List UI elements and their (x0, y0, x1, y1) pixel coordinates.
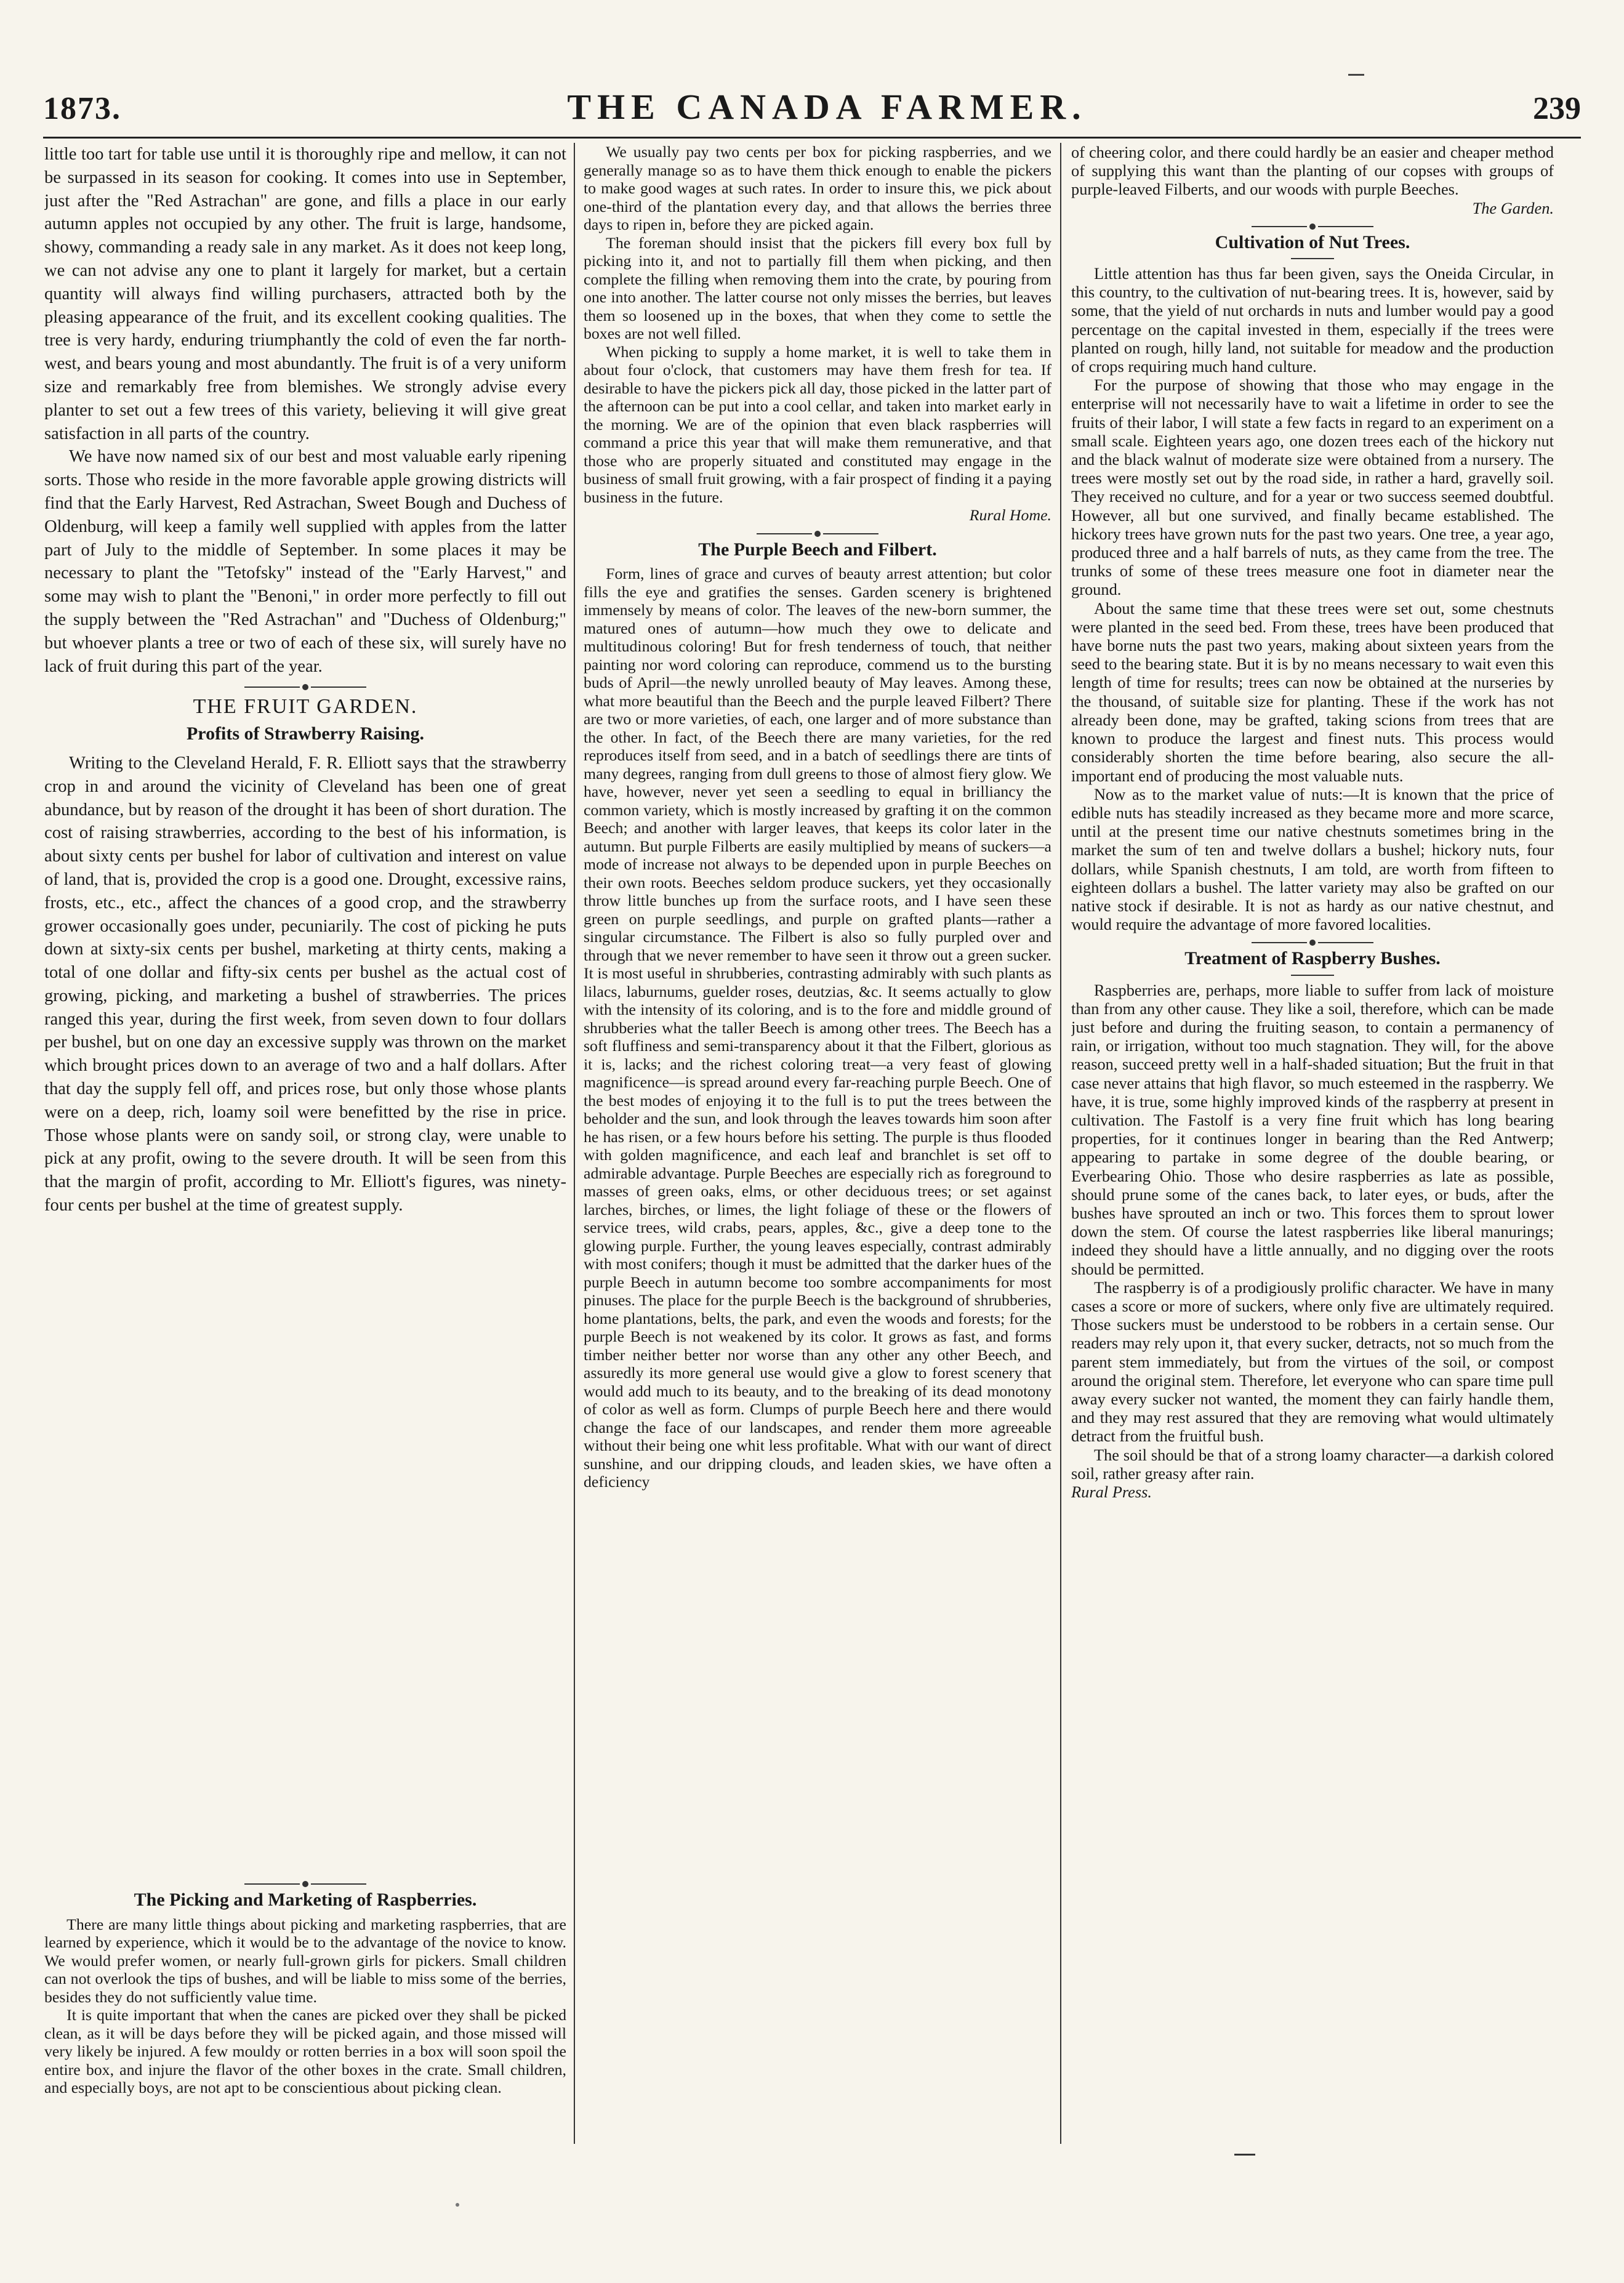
paragraph: It is quite important that when the canes are picked over they shall be picked clean, as it will be days before they will be picked again, and those missed will very likely be injured. A few mouldy or rotten berries in a box will soon spoil the entire box, and injure the flavor of the other boxes in the crate. Small children, and especially boys, are not apt to be conscientious about picking clean. (44, 2006, 566, 2096)
title-rule (1291, 975, 1334, 976)
end-rule (1234, 2154, 1255, 2156)
column-rule-1 (574, 143, 575, 2144)
section-divider (1071, 940, 1554, 946)
paragraph: The raspberry is of a prodigiously prolific character. We have in many cases a score or more of suckers, where only five are ultimately required. Those suckers must be understood to be robbers in a certain sense. Our readers may rely upon it, that every sucker, detracts, not so much from the parent stem immediately, but from the virtues of the soil, or compost around the original stem. Therefore, let everyone who can spare time pull away every sucker not wanted, the moment they can fairly handle them, and they may rest assured that they are removing what would ultimately detract from the fruitful bush. (1071, 1278, 1554, 1446)
article-title: Profits of Strawberry Raising. (186, 723, 425, 744)
header-rule (43, 137, 1581, 139)
section-divider (1071, 223, 1554, 230)
source-signature: The Garden. (1472, 198, 1554, 217)
section-divider (44, 1881, 566, 1887)
section-divider (44, 684, 566, 690)
column-rule-2 (1060, 143, 1061, 2144)
column-3 (1071, 143, 1554, 2144)
paragraph: Little attention has thus far been given, says the Oneida Circular, in this country, to the cultivation of nut-bearing trees. It is, however, said by some, that the yield of nut orchards in nuts and lumber would pay a good percentage on the capital invested in them, especially if the trees were planted on rough, hilly land, not suitable for meadow and the production of crops requiring much hand culture. (1071, 264, 1554, 376)
paragraph: The foreman should insist that the pickers fill every box full by picking into it, and not to partially fill them when picking, and then complete the filling when removing them into the crate, by pouring from one into another. The latter course not only misses the berries, but leaves them so loosened up in the boxes, that when they come to settle the boxes are not well filled. (584, 233, 1051, 342)
column-1-lower (44, 1875, 566, 2146)
header-mark (1348, 74, 1364, 79)
paragraph: The soil should be that of a strong loamy character—a darkish colored soil, rather greasy after rain. (1071, 1445, 1554, 1483)
ink-speck (456, 2203, 459, 2207)
article-title: The Purple Beech and Filbert. (698, 539, 937, 560)
paragraph: About the same time that these trees were set out, some chestnuts were planted in the seed bed. From these, trees have been produced that have borne nuts the past two years, making about sixteen years from the seed to the bearing state. But it is by no means necessary to wait even this length of time for results; trees can now be obtained at the nurseries by the thousand, of suitable size for planting. These if the work has not already been done, may be grafted, taking scions from trees that are known to produce the largest and finest nuts. This process would considerably shorten the time before bearing, also secure the all-important end of producing the most valuable nuts. (1071, 598, 1554, 785)
article-title: Cultivation of Nut Trees. (1215, 232, 1410, 252)
paragraph: Raspberries are, perhaps, more liable to suffer from lack of moisture than from any other cause. They like a soil, therefore, which can be made just before and during the fruiting season, to contain a permanency of rain, or irrigation, without too much stagnation. They will, for the above reason, succeed pretty well in a half-shaded situation; But the fruit in that case never attains that high flavor, so much esteemed in the raspberry. We have, it is true, some highly improved kinds of the raspberry at present in cultivation. The Fastolf is a very fine fruit which has long bearing properties, for it continues longer in bearing than the Red Antwerp; appearing to partake in some degree of the double bearing, or Everbearing Ohio. Those who desire raspberries as late as possible, should prune some of the canes back, to later eyes, or buds, after the bushes have sprouted an inch or two. This forces them to sprout lower down the stem. Of course the latest raspberries like liberal manurings; indeed they should have a little annually, and no digging over the roots should be permitted. (1071, 980, 1554, 1278)
masthead-title: THE CANADA FARMER. (567, 87, 1087, 127)
paragraph: There are many little things about picking and marketing raspberries, that are learned by experience, which it would be to the advantage of the novice to know. We would prefer women, or nearly full-grown girls for pickers. Small children can not overlook the tips of bushes, and will be liable to miss some of the berries, besides they do not sufficiently value time. (44, 1915, 566, 2006)
source-signature: Rural Press. (1071, 1483, 1152, 1502)
running-head (43, 86, 1581, 129)
paragraph: Form, lines of grace and curves of beauty arrest attention; but color fills the eye and gratifies the senses. Garden scenery is brightened immensely by means of color. The leaves of the new-born summer, the matured ones of autumn—how much they owe to delicate and multitudinous coloring! But for fresh tenderness of touch, that neither painting nor word coloring can reproduce, commend us to the bursting buds of April—the newly unrolled beauty of May leaves. Among these, what more beautiful than the Beech and the purple leaved Filbert? There are two or more varieties, of each, one larger and of more substance than the other. In fact, of the Beech there are many varieties, for the red reproduces itself from seed, and in a batch of seedlings there are tints of many degrees, ranging from dull greens to those of almost fiery glow. We have, however, never yet seen a seedling to equal in brilliancy the common variety, which is mostly increased by grafting it on the common Beech; and another with larger leaves, that keeps its color later in the autumn. But purple Filberts are easily multiplied by means of suckers—a mode of increase not always to be depended upon in purple Beeches on their own roots. Beeches seldom produce suckers, yet they occasionally throw little bunches up from the surface roots, and I have seen these green on purple seedlings, and purple on grafted plants—rather a singular circumstance. The Filbert is also so fully purpled over and through that we never remember to have seen it throw out a green sucker. It is most useful in shrubberies, contrasting admirably with such plants as lilacs, laburnums, guelder roses, deutzias, &c. It seems actually to glow with the intensity of its coloring, and is to the fore and middle ground of shrubberies what the taller Beech is among other trees. The Beech has a soft fluffiness and semi-transparency about it that the Filbert, glorious as it is, lacks; and the richest coloring treat—a very feast of glowing magnificence—is spread around every far-reaching purple Beech. One of the best modes of enjoying it to the full is to put the trees between the beholder and the sun, and look through the leaves towards him soon after he has risen, or a few hours before his setting. The purple is thus flooded with golden magnificence, and each leaf and branchlet is set off to admirable advantage. Purple Beeches are especially rich as foreground to masses of green oaks, elms, or other deciduous trees; or set against larches, birches, or limes, the light foliage of these or the flowers of service trees, wild crabs, pears, apples, &c., give a deep tone to the glowing purple. Further, the young leaves especially, contrast admirably with most conifers; though it must be admitted that the darker hues of the purple Beech in autumn become too sombre accompaniments for most pinuses. The place for the purple Beech is the background of shrubberies, home plantations, belts, the park, and even the woods and forests; for the purple Beech is not weakened by its color. It grows as fast, and forms timber neither better nor worse than any other any other Beech, and assuredly its more general use would give a glow to forest scenery that would add much to its beauty, and to the breaking of its dead monotony of color as well as form. Clumps of purple Beech here and there would change the face of our landscapes, and render them more agreeable without their being one whit less profitable. What with our want of direct sunshine, and our dripping clouds, and leaden skies, we have often a deficiency (584, 565, 1051, 1491)
paragraph: Writing to the Cleveland Herald, F. R. Elliott says that the strawberry crop in and around the vicinity of Cleveland has been one of great abundance, but by reason of the drought it has been of short duration. The cost of raising strawberries, according to the best of his information, is about sixty cents per bushel for labor of cultivation and interest on value of land, that is, provided the crop is a good one. Drought, excessive rains, frosts, etc., etc., affect the chances of a good crop, and the strawberry grower occasionally goes under, pecuniarily. The cost of picking he puts down at sixty-six cents per bushel, marketing at thirty cents, making a total of one dollar and fifty-six cents per bushel as the actual cost of growing, picking, and marketing a bushel of strawberries. The prices ranged this year, during the first week, from seven down to four dollars per bushel, but on one day an excessive supply was thrown on the market which brought prices down to an average of two and a half dollars. After that day the supply fell off, and prices rose, but only those whose plants were on a deep, rich, loamy soil were benefitted by the rise in price. Those whose plants were on sandy soil, or strong clay, were unable to pick at any profit, owing to the severe drouth. It will be seen from this that the margin of profit, according to Mr. Elliott's figures, was ninety-four cents per bushel at the time of greatest supply. (44, 753, 566, 1215)
column-2 (584, 143, 1051, 2144)
paragraph: Now as to the market value of nuts:—It is known that the price of edible nuts has steadily increased as they became more and more scarce, until at the present time our native chestnuts sometimes bring in the market the sum of ten and twelve dollars a bushel; hickory nuts, four dollars, while Spanish chestnuts, I am told, are worth from fifteen to eighteen dollars a bushel. The latter variety may also be grafted on our native stock if desirable. It is not as hardy as our native chestnut, and would require the advantage of more favored localities. (1071, 784, 1554, 934)
paragraph: We have now named six of our best and most valuable early ripening sorts. Those who reside in the more favorable apple growing districts will find that the Early Harvest, Red Astrachan, Sweet Bough and Duchess of Oldenburg, will keep a family well supplied with apples from the latter part of July to the middle of September. In some places it may be necessary to plant the "Tetofsky" instead of the "Early Harvest," and some may wish to plant the "Benoni," in order more perfectly to fill out the supply between the "Red Astrachan" and "Duchess of Oldenburg;" but whoever plants a tree or two of each of these six, will surely have no lack of fruit during this part of the year. (44, 447, 566, 676)
paragraph: When picking to supply a home market, it is well to take them in about four o'clock, that customers may have them fresh for tea. If desirable to have the pickers pick all day, those picked in the latter part of the afternoon can be put into a cool cellar, and taken into market early in the morning. We are of the opinion that even black raspberries will command a price this year that will make them remunerative, and that those who are properly situated and constituted may engage in the business of small fruit growing, with a fair prospect of finding it a paying business in the future. (584, 342, 1051, 506)
source-signature: Rural Home. (969, 506, 1051, 524)
paragraph: of cheering color, and there could hardly be an easier and cheaper method of supplying this want than the planting of our copses with groups of purple-leaved Filberts, and our woods with purple Beeches. (1071, 143, 1554, 199)
title-rule (1291, 258, 1334, 259)
paragraph: For the purpose of showing that those who may engage in the enterprise will not necessarily have to wait a lifetime in order to see the fruits of their labor, I will state a few facts in regard to an experiment on a small scale. Eighteen years ago, one dozen trees each of the hickory nut and the black walnut of moderate size were obtained from a nursery. The trees were mostly set out by the road side, in rather a hard, gravelly soil. They received no culture, and for a year or two success seemed doubtful. However, all but one survived, and finally became established. The hickory trees have grown nuts for the past two years. One tree, a year ago, produced three and a half barrels of nuts, as they came from the tree. The trunks of some of these trees measure one foot in diameter near the ground. (1071, 376, 1554, 599)
column-1 (44, 143, 566, 1867)
header-year: 1873. (43, 91, 121, 126)
paragraph: little too tart for table use until it is thoroughly ripe and mellow, it can not be surpassed in its season for cooking. It comes into use in September, just after the "Red Astrachan" are gone, and fills a place in our early autumn apples not occupied by any other. The fruit is large, handsome, showy, commanding a ready sale in any market. As it does not keep long, we can not advise any one to plant it largely for market, but a certain quantity will always find willing purchasers, attracted both by the pleasing appearance of the fruit, and its excellent cooking qualities. The tree is very hardy, enduring triumphantly the cold of even the far north-west, and bears young and most abundantly. The fruit is of a very uniform size and remarkably free from blemishes. We strongly advise every planter to set out a few trees of this variety, believing it will give great satisfaction in all parts of the country. (44, 145, 566, 443)
paragraph: We usually pay two cents per box for picking raspberries, and we generally manage so as to have them thick enough to enable the pickers to make good wages at such rates. In order to insure this, we pick about one-third of the plantation every day, and that allows the berries three days to ripen in, before they are picked again. (584, 143, 1051, 233)
page-number: 239 (1533, 91, 1581, 126)
section-title: THE FRUIT GARDEN. (193, 695, 418, 719)
section-divider (584, 531, 1051, 537)
article-title: The Picking and Marketing of Raspberries. (134, 1890, 477, 1910)
article-title: Treatment of Raspberry Bushes. (1184, 948, 1441, 969)
